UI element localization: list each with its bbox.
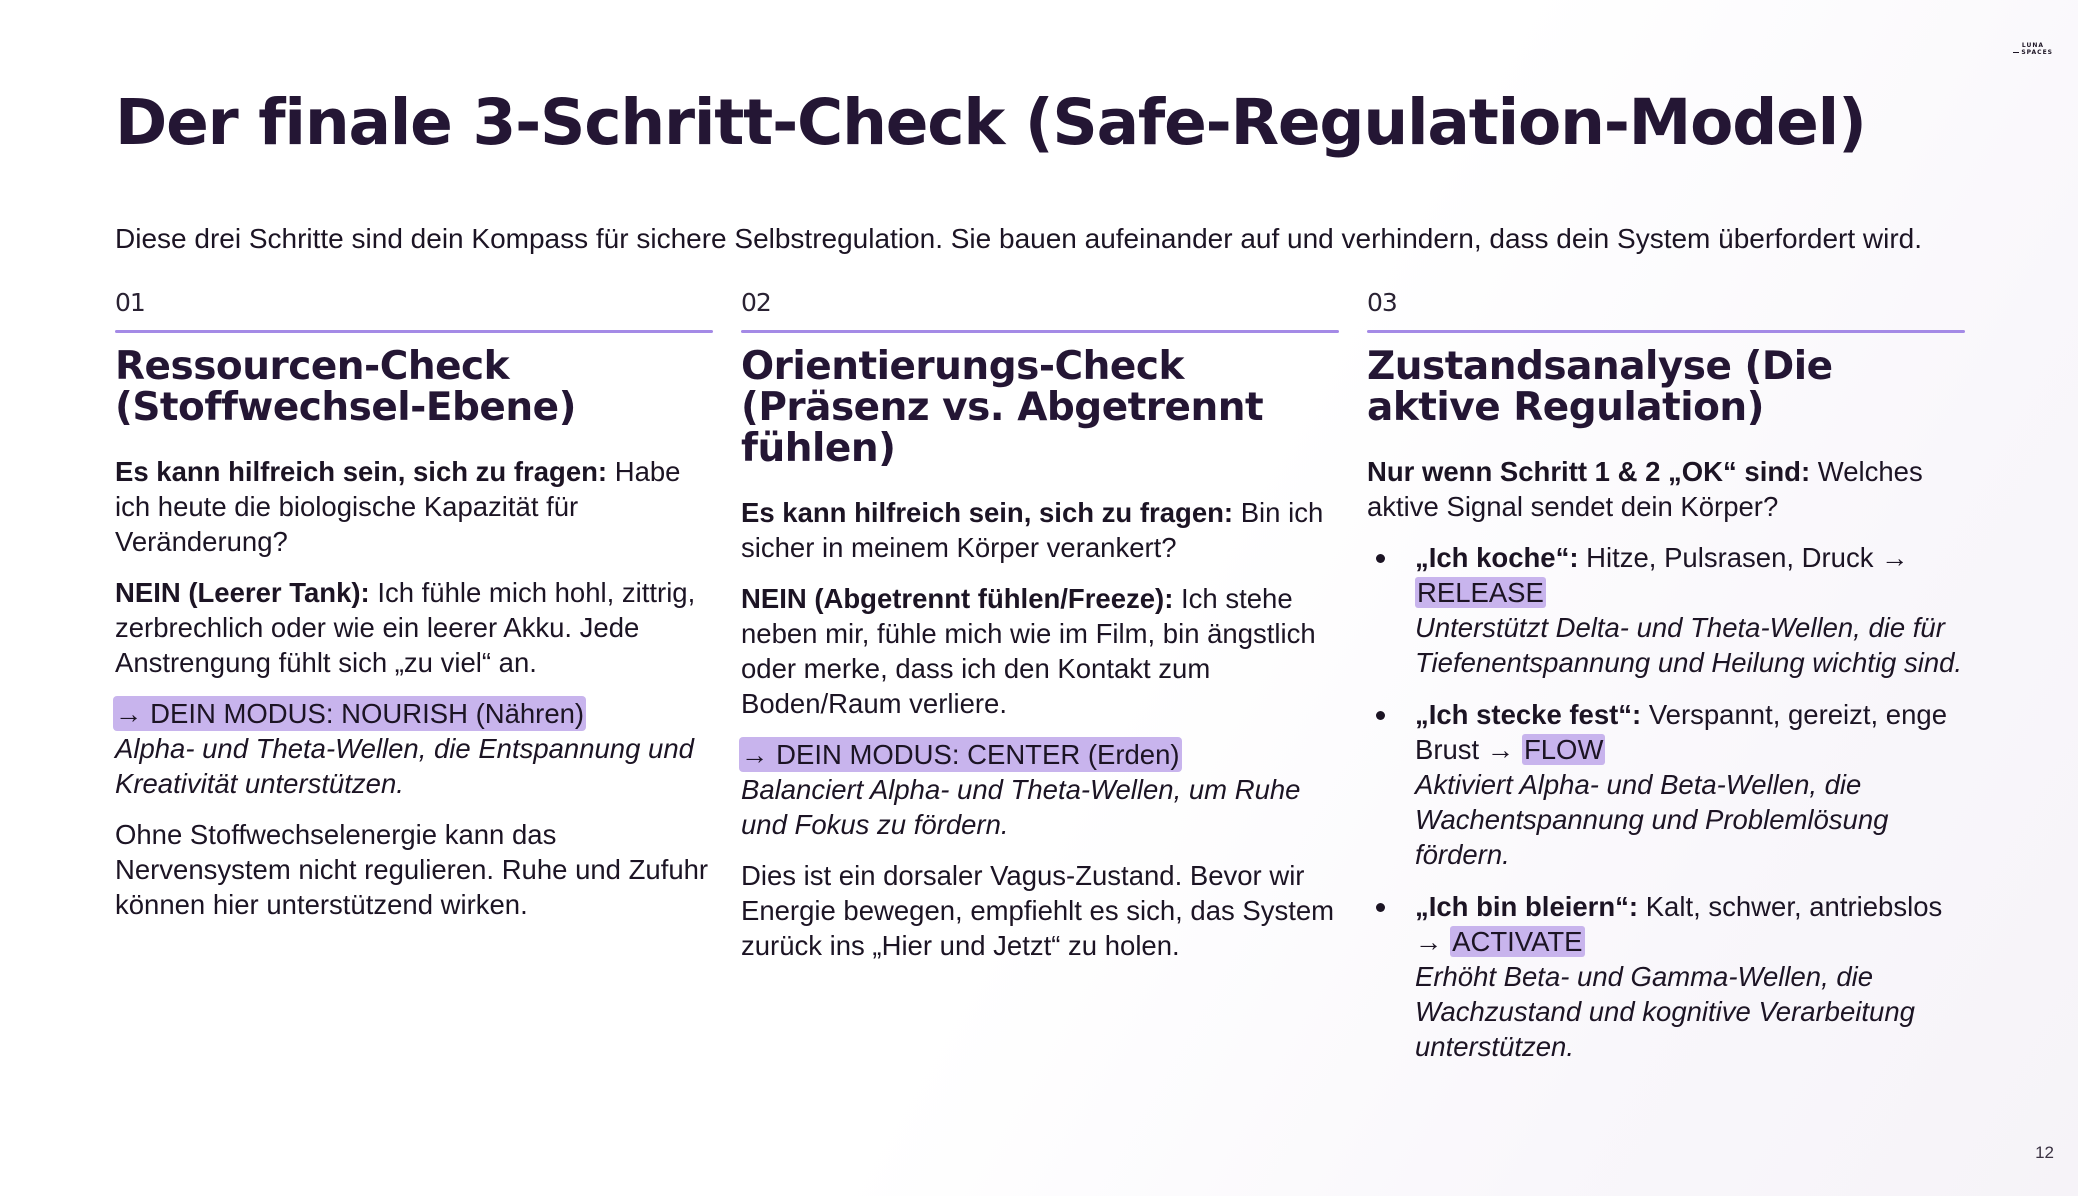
step-question xyxy=(115,454,713,559)
step-divider xyxy=(741,330,1339,333)
step-title: Ressourcen-Check (Stoffwechsel-Ebene) xyxy=(115,344,576,430)
state-tag: RELEASE xyxy=(1417,577,1544,608)
no-label: NEIN (Leerer Tank): xyxy=(115,577,370,608)
no-label: NEIN (Abgetrennt fühlen/Freeze): xyxy=(741,583,1174,614)
state-description: Unterstützt Delta- und Theta-Wellen, die für Tiefenentspannung und Heilung wichtig sind. xyxy=(1415,612,1963,678)
state-item-activate xyxy=(1367,889,1965,1064)
question-text: Habe ich heute die biologische Kapazität für Veränderung? xyxy=(115,456,681,557)
state-item-release xyxy=(1367,540,1965,680)
no-text: Ich stehe neben mir, fühle mich wie im Film, bin ängstlich oder merke, dass ich den Kontakt zum Boden/Raum verliere. xyxy=(741,583,1316,719)
state-item-flow xyxy=(1367,697,1965,872)
brand-logo-line2: SPACES xyxy=(2021,49,2053,56)
step-column-3 xyxy=(1367,286,1965,1081)
mode-description: Alpha- und Theta-Wellen, die Entspannung und Kreativität unterstützen. xyxy=(115,733,694,799)
state-label: „Ich bin bleiern“: xyxy=(1415,891,1639,922)
step-title: Orientierungs-Check (Präsenz vs. Abgetrennt fühlen) xyxy=(741,344,1264,471)
slide-title: Der finale 3-Schritt-Check (Safe-Regulation-Model) xyxy=(115,86,1866,159)
state-description: Aktiviert Alpha- und Beta-Wellen, die Wachentspannung und Problemlösung fördern. xyxy=(1415,769,1889,870)
slide-intro: Diese drei Schritte sind dein Kompass für sichere Selbstregulation. Sie bauen aufeinander auf und verhindern, dass dein System überfordert wird. xyxy=(115,223,1923,254)
brand-logo-dash xyxy=(2013,52,2019,53)
state-tag: ACTIVATE xyxy=(1452,926,1583,957)
state-text: Verspannt, gereizt, enge Brust → xyxy=(1415,699,1947,765)
state-description: Erhöht Beta- und Gamma-Wellen, die Wachzustand und kognitive Verarbeitung unterstützen. xyxy=(1415,961,1915,1062)
state-label: „Ich koche“: xyxy=(1415,542,1579,573)
mode-badge: → DEIN MODUS: CENTER (Erden) xyxy=(741,739,1180,770)
state-text: Hitze, Pulsrasen, Druck → xyxy=(1578,542,1909,573)
lead-text: Welches aktive Signal sendet dein Körper? xyxy=(1367,456,1923,522)
state-text: Kalt, schwer, antriebslos → xyxy=(1415,891,1943,957)
question-text: Bin ich sicher in meinem Körper verankert? xyxy=(741,497,1324,563)
step-no-case xyxy=(741,581,1339,721)
step-no-case xyxy=(115,575,713,680)
step-number: 01 xyxy=(115,288,145,317)
page-number: 12 xyxy=(2035,1143,2054,1162)
question-label: Es kann hilfreich sein, sich zu fragen: xyxy=(115,456,608,487)
no-text: Ich fühle mich hohl, zittrig, zerbrechlich oder wie ein leerer Akku. Jede Anstrengung fühlt sich „zu viel“ an. xyxy=(115,577,696,678)
mode-badge: → DEIN MODUS: NOURISH (Nähren) xyxy=(115,698,585,729)
brand-logo-line1: LUNA xyxy=(2021,42,2045,49)
step-column-1 xyxy=(115,286,713,922)
step-lead xyxy=(1367,454,1965,524)
step-note: Dies ist ein dorsaler Vagus-Zustand. Bevor wir Energie bewegen, empfiehlt es sich, das System zurück ins „Hier und Jetzt“ zu holen. xyxy=(741,860,1335,961)
state-label: „Ich stecke fest“: xyxy=(1415,699,1642,730)
mode-description: Balanciert Alpha- und Theta-Wellen, um Ruhe und Fokus zu fördern. xyxy=(741,774,1301,840)
state-list xyxy=(1367,540,1965,1064)
step-divider xyxy=(1367,330,1965,333)
lead-label: Nur wenn Schritt 1 & 2 „OK“ sind: xyxy=(1367,456,1811,487)
step-number: 02 xyxy=(741,288,771,317)
step-column-2 xyxy=(741,286,1339,963)
state-tag: FLOW xyxy=(1523,734,1604,765)
step-note: Ohne Stoffwechselenergie kann das Nervensystem nicht regulieren. Ruhe und Zufuhr können hier unterstützend wirken. xyxy=(115,819,709,920)
brand-logo xyxy=(2013,42,2053,56)
step-question xyxy=(741,495,1339,565)
step-title: Zustandsanalyse (Die aktive Regulation) xyxy=(1367,344,1833,430)
question-label: Es kann hilfreich sein, sich zu fragen: xyxy=(741,497,1234,528)
step-number: 03 xyxy=(1367,288,1397,317)
step-divider xyxy=(115,330,713,333)
